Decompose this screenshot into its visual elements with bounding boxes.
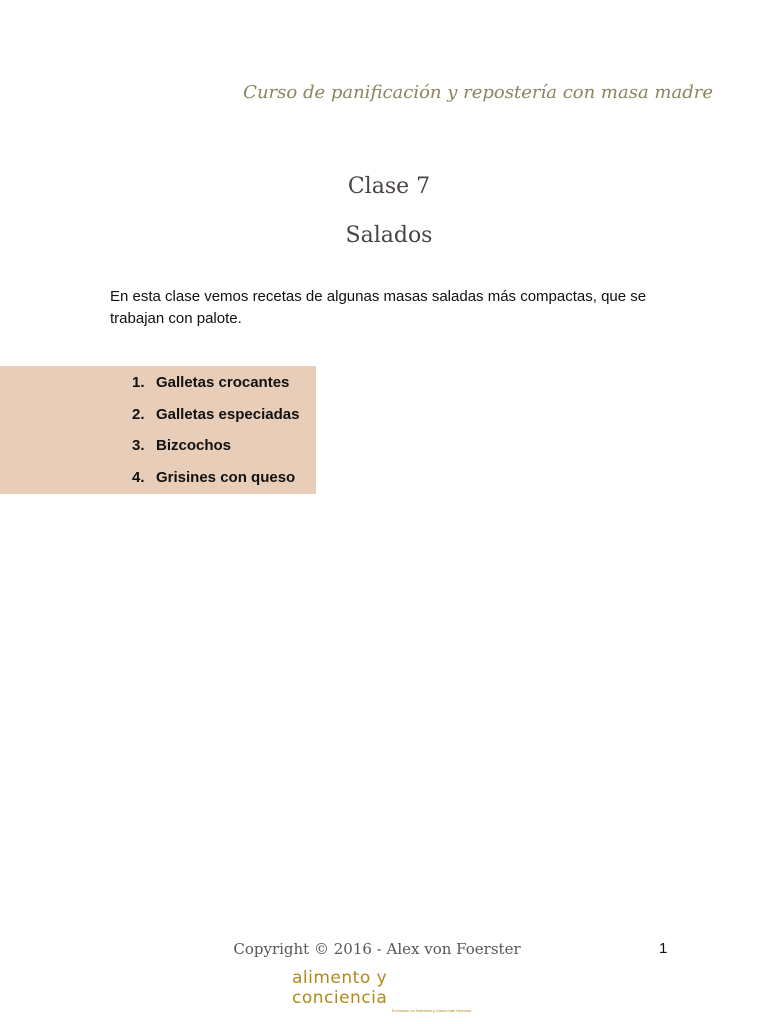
recipe-number: 3.: [132, 437, 145, 455]
recipe-label: Bizcochos: [156, 437, 232, 455]
recipe-list-box: [0, 366, 316, 494]
recipe-number: 2.: [132, 405, 145, 423]
recipe-label: Galletas especiadas: [156, 405, 300, 423]
course-title: Curso de panificación y repostería con masa madre: [243, 82, 713, 103]
recipe-item: [132, 405, 299, 437]
recipe-item: [132, 468, 299, 500]
recipe-label: Grisines con queso: [156, 469, 296, 487]
brand-logo: [292, 968, 486, 1013]
logo-tagline: Evolución en Nutrición y Salud más Humana: [392, 1008, 472, 1013]
recipe-number: 1.: [132, 374, 145, 391]
logo-name: alimento y conciencia: [292, 968, 388, 1008]
class-number-heading: Clase 7: [347, 174, 431, 199]
recipe-number: 4.: [132, 469, 145, 487]
recipe-list: [132, 373, 299, 500]
intro-paragraph: En esta clase vemos recetas de algunas masas saladas más compactas, que se trabajan con palote.: [110, 288, 647, 327]
recipe-label: Galletas crocantes: [156, 374, 290, 391]
page-number: 1: [659, 940, 668, 957]
recipe-item: [132, 436, 299, 468]
class-subject-heading: Salados: [345, 223, 433, 248]
copyright-notice: Copyright © 2016 - Alex von Foerster: [233, 940, 521, 958]
recipe-item: [132, 373, 299, 405]
